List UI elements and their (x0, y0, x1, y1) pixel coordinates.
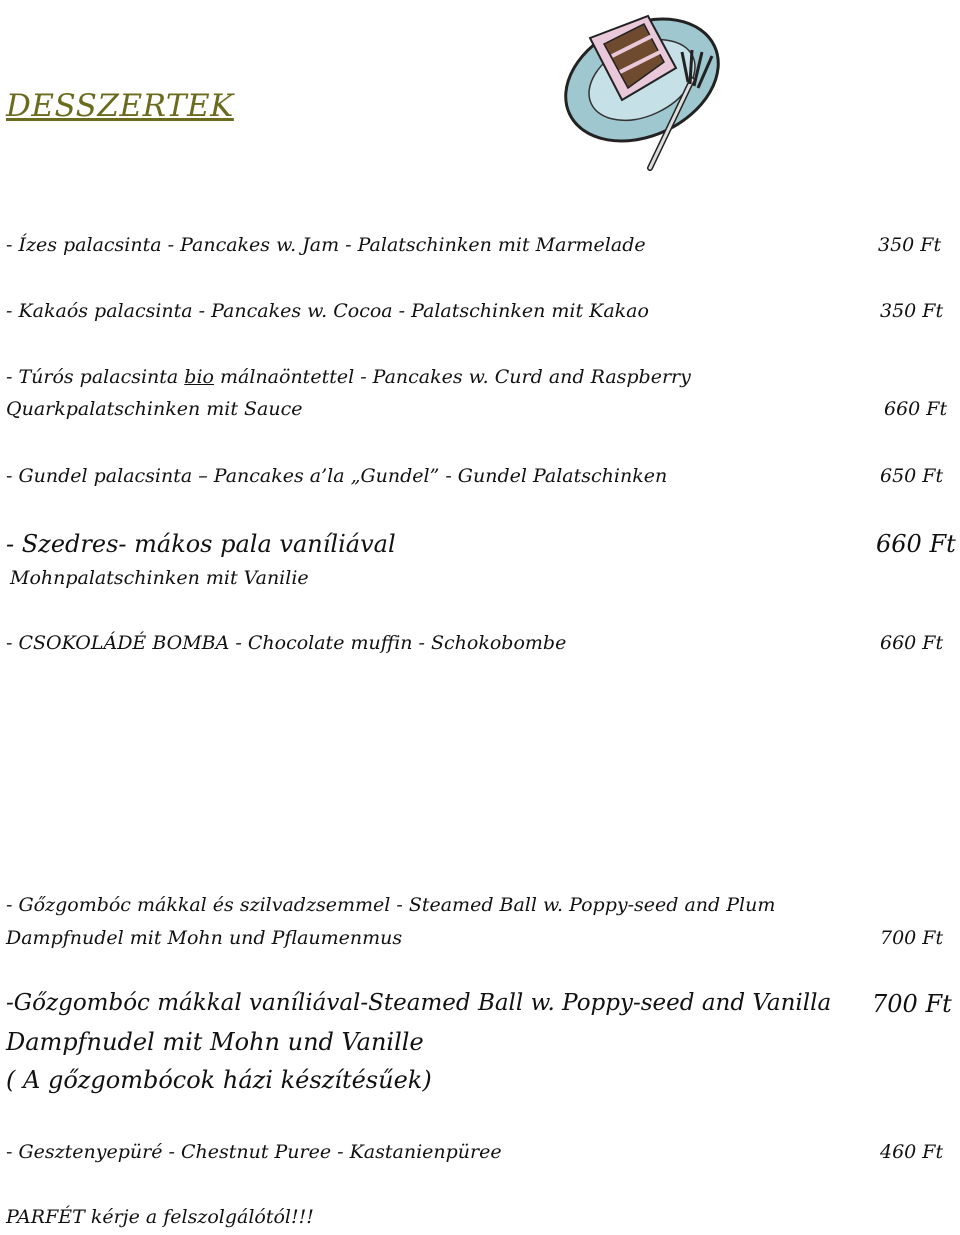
menu-item-name (6, 366, 691, 388)
menu-item-price: 350 Ft (880, 300, 944, 322)
menu-item-name: -Gőzgombóc mákkal vaníliával-Steamed Ball w. Poppy-seed and Vanilla (6, 990, 832, 1016)
menu-item-name: - Kakaós palacsinta - Pancakes w. Cocoa - Palatschinken mit Kakao (6, 300, 649, 322)
menu-item-name: - Gőzgombóc mákkal és szilvadzsemmel - Steamed Ball w. Poppy-seed and Plum (6, 894, 776, 916)
menu-item-name-part: - Túrós palacsinta (6, 366, 185, 388)
menu-item-price: 460 Ft (880, 1141, 944, 1163)
menu-item-price: 660 Ft (876, 530, 956, 558)
menu-item-price: 660 Ft (880, 632, 944, 654)
menu-item-price: 700 Ft (880, 927, 944, 949)
menu-item-name: - Gesztenyepüré - Chestnut Puree - Kastanienpüree (6, 1141, 502, 1163)
menu-item-subtitle: Dampfnudel mit Mohn und Vanille (6, 1028, 424, 1056)
menu-item-price: 350 Ft (878, 234, 942, 256)
page-title: DESSZERTEK (6, 88, 234, 124)
menu-item-name: - Szedres- mákos pala vaníliával (6, 530, 396, 558)
menu-item-price: 700 Ft (872, 990, 952, 1018)
menu-item-price: 660 Ft (884, 398, 948, 420)
menu-item-note: ( A gőzgombócok házi készítésűek) (6, 1066, 432, 1094)
footer-note: PARFÉT kérje a felszolgálótól!!! (6, 1206, 314, 1228)
menu-item-name: - Ízes palacsinta - Pancakes w. Jam - Palatschinken mit Marmelade (6, 234, 646, 256)
bio-label: bio (184, 366, 214, 388)
menu-item-subtitle: Dampfnudel mit Mohn und Pflaumenmus (6, 927, 403, 949)
menu-item-name: - CSOKOLÁDÉ BOMBA - Chocolate muffin - Schokobombe (6, 632, 567, 654)
menu-item-price: 650 Ft (880, 465, 944, 487)
menu-item-subtitle: Quarkpalatschinken mit Sauce (6, 398, 303, 420)
cake-slice-icon (552, 8, 732, 178)
menu-item-name-part: málnaöntettel - Pancakes w. Curd and Raspberry (213, 366, 691, 388)
menu-item-subtitle: Mohnpalatschinken mit Vanilie (10, 567, 309, 589)
menu-item-name: - Gundel palacsinta – Pancakes a’la „Gundel” - Gundel Palatschinken (6, 465, 668, 487)
